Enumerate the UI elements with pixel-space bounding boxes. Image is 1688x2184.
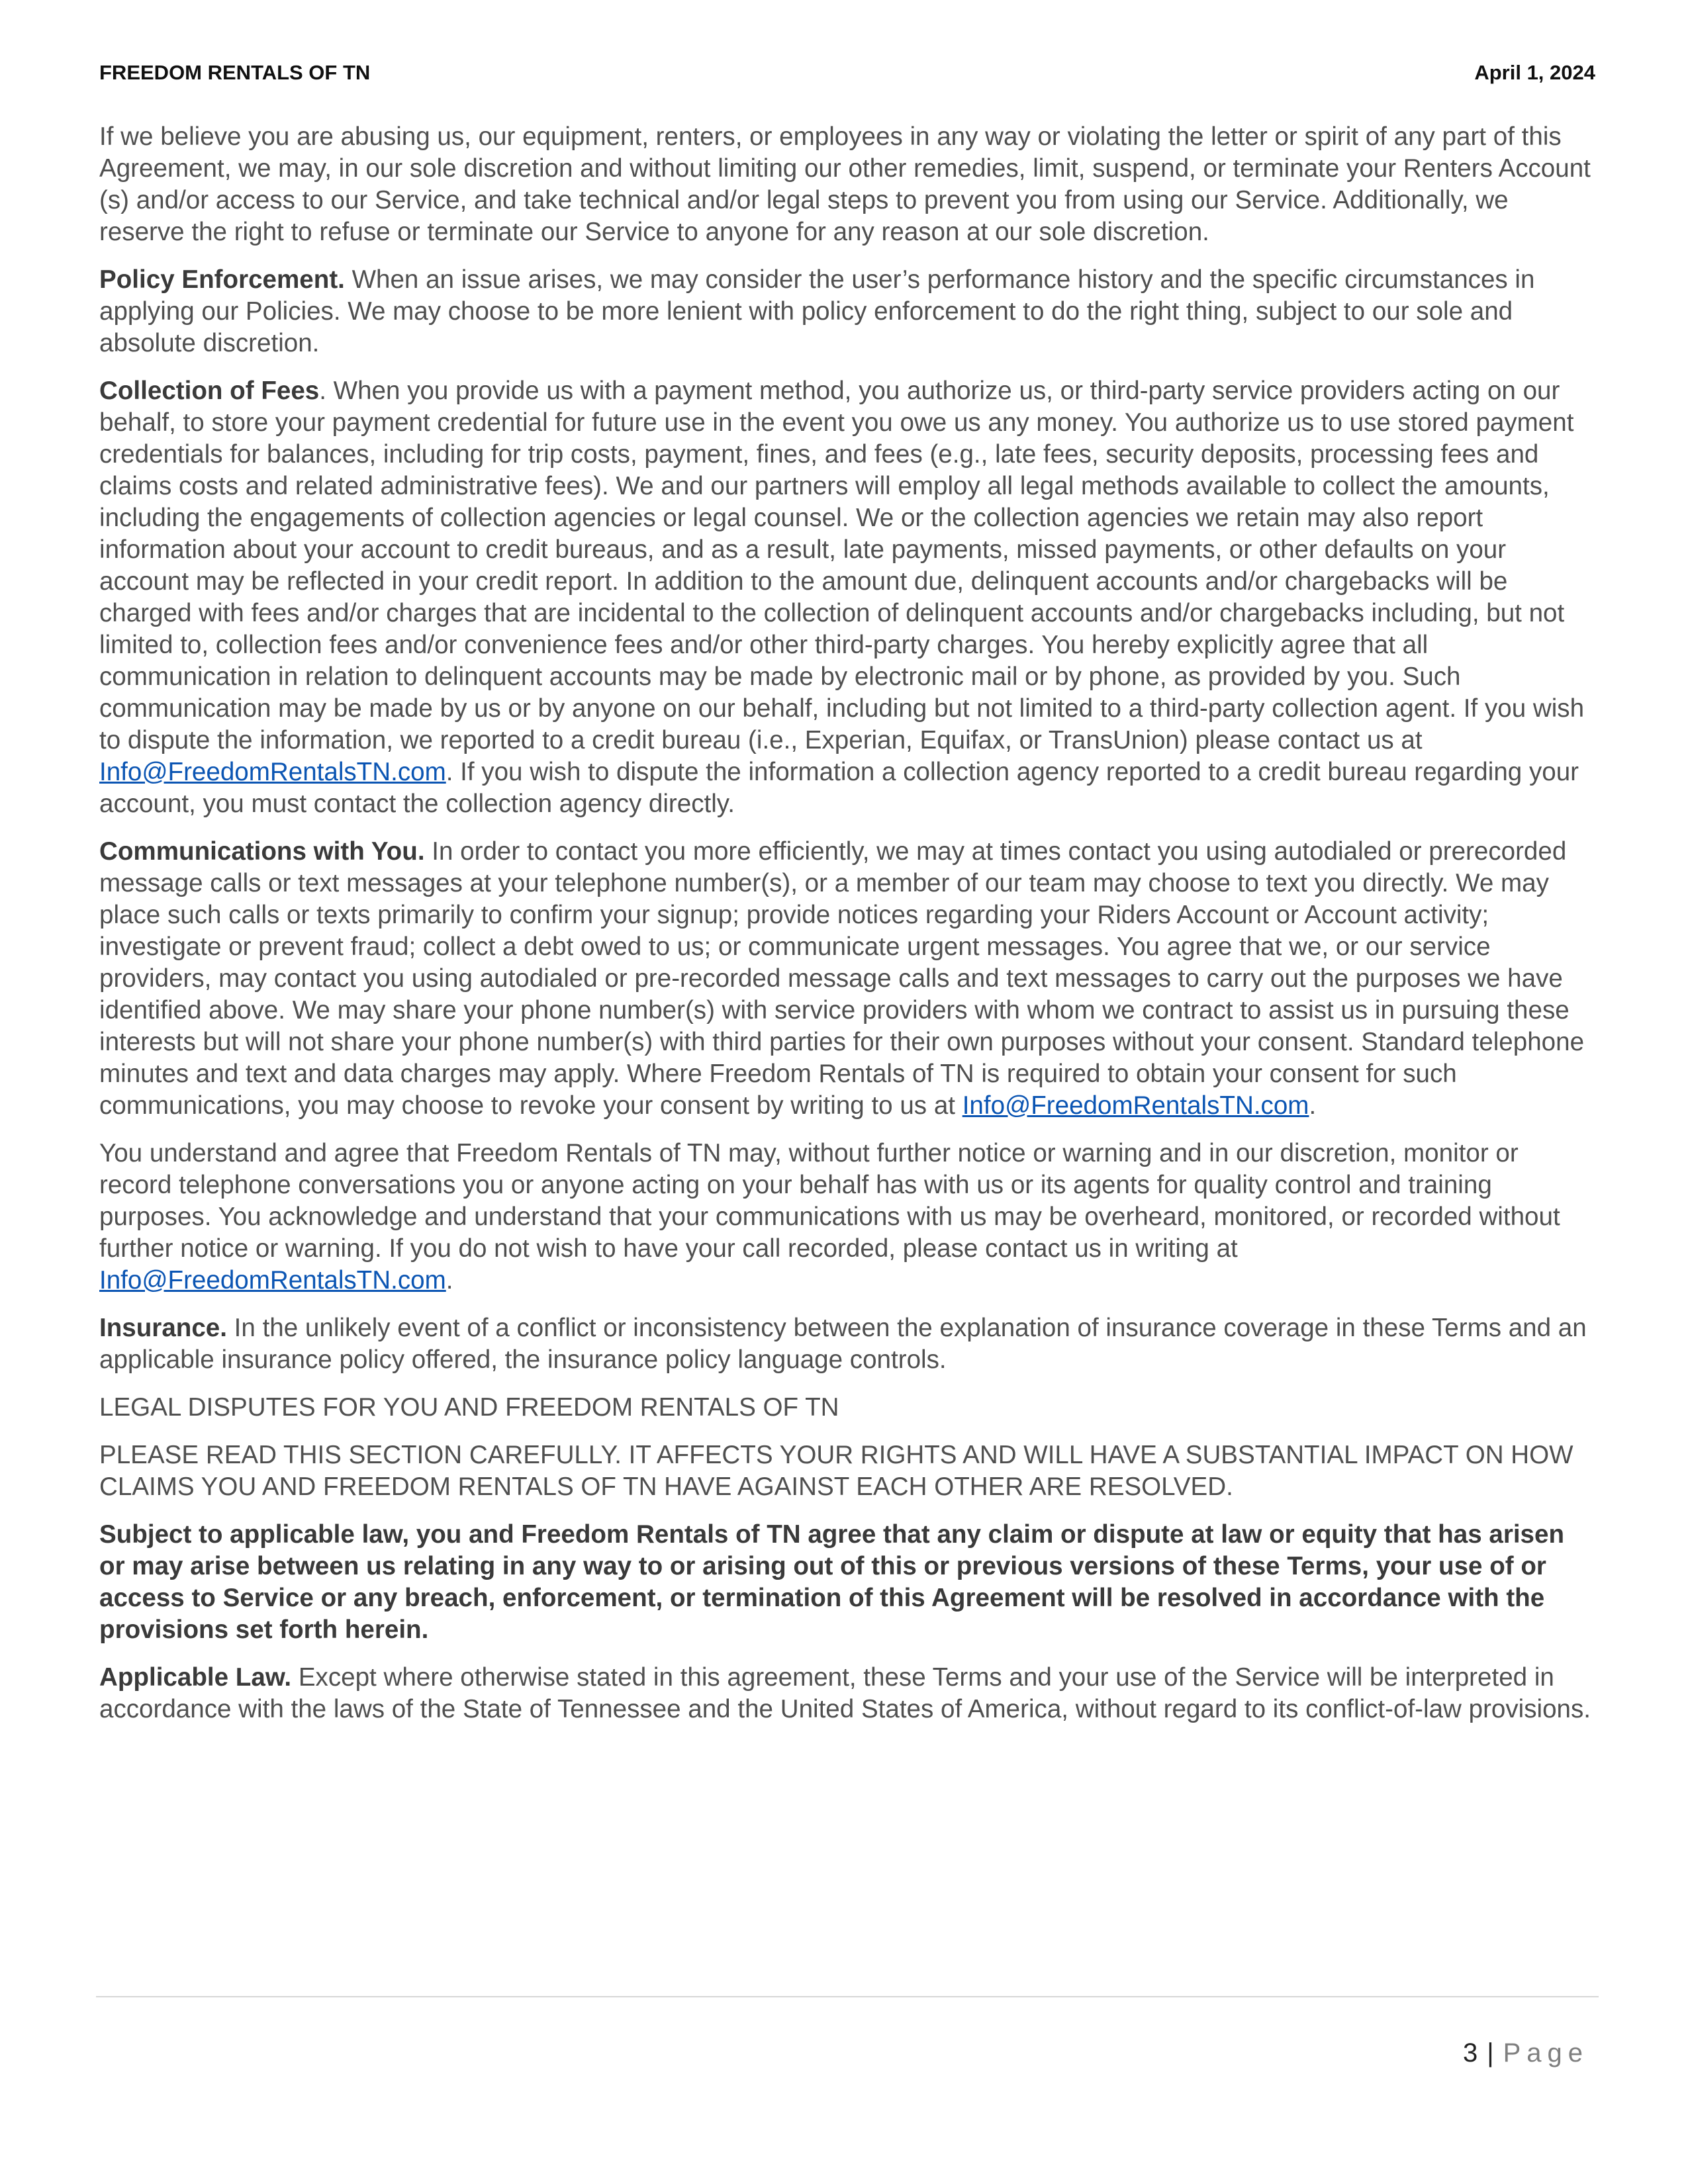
- section-title-insurance: Insurance.: [99, 1314, 227, 1342]
- paragraph-notice: PLEASE READ THIS SECTION CAREFULLY. IT AFFECTS YOUR RIGHTS AND WILL HAVE A SUBSTANTIAL IMPACT ON HOW CLAIMS YOU AND FREEDOM RENTALS OF TN HAVE AGAINST EACH OTHER ARE RESOLVED.: [99, 1441, 1573, 1501]
- paragraph-communications: Communications with You. In order to contact you more efficiently, we may at times contact you using autodialed or prerecorded message calls or text messages at your telephone number(s), or a member of our team may choose to text you directly. We may place such calls or texts primarily to confirm your signup; provide notices regarding your Riders Account or Account activity; investigate or prevent fraud; collect a debt owed to us; or communicate urgent messages. You agree that we, or our service providers, may contact you using autodialed or pre-recorded message calls and text messages to carry out the purposes we have identified above. We may share your phone number(s) with service providers with whom we contract to assist us in pursuing these interests but will not share your phone number(s) with third parties for their own purposes without your consent. Standard telephone minutes and text and data charges may apply. Where Freedom Rentals of TN is required to obtain your consent for such communications, you may choose to revoke your consent by writing to us at Info@FreedomRentalsTN.com.: [99, 837, 1585, 1120]
- section-title-communications: Communications with You.: [99, 837, 425, 866]
- header-company: FREEDOM RENTALS OF TN: [99, 61, 371, 84]
- paragraph-insurance: Insurance. In the unlikely event of a conflict or inconsistency between the explanation of insurance coverage in these Terms and an applicable insurance policy offered, the insurance policy language controls.: [99, 1314, 1587, 1374]
- section-title-policy-enforcement: Policy Enforcement.: [99, 265, 345, 294]
- paragraph-call-recording: You understand and agree that Freedom Rentals of TN may, without further notice or warning and in our discretion, monitor or record telephone conversations you or anyone acting on your behalf has with us or its agents for quality control and training purposes. You acknowledge and understand that your communications with us may be overheard, monitored, or recorded without further notice or warning. If you do not wish to have your call recorded, please contact us in writing at Info@FreedomRentalsTN.com.: [99, 1139, 1560, 1295]
- section-heading-legal-disputes: LEGAL DISPUTES FOR YOU AND FREEDOM RENTALS OF TN: [99, 1393, 839, 1422]
- footer-divider: [96, 1996, 1599, 1997]
- header-date: April 1, 2024: [1474, 61, 1595, 84]
- page-footer: [1463, 2038, 1589, 2068]
- page-number: 3: [1462, 2038, 1478, 2068]
- section-title-applicable-law: Applicable Law.: [99, 1663, 292, 1692]
- page-label: Page: [1503, 2038, 1589, 2068]
- footer-separator: |: [1487, 2038, 1494, 2068]
- paragraph-abuse: If we believe you are abusing us, our equipment, renters, or employees in any way or violating the letter or spirit of any part of this Agreement, we may, in our sole discretion and without limiting our other remedies, limit, suspend, or terminate your Renters Account (s) and/or access to our Service, and take technical and/or legal steps to prevent you from using our Service. Additionally, we reserve the right to refuse or terminate our Service to anyone for any reason at our sole discretion.: [99, 122, 1591, 246]
- paragraph-applicable-law: Applicable Law. Except where otherwise stated in this agreement, these Terms and your use of the Service will be interpreted in accordance with the laws of the State of Tennessee and the United States of America, without regard to its conflict-of-law provisions.: [99, 1663, 1591, 1723]
- paragraph-policy-enforcement: Policy Enforcement. When an issue arises, we may consider the user’s performance history and the specific circumstances in applying our Policies. We may choose to be more lenient with policy enforcement to do the right thing, subject to our sole and absolute discretion.: [99, 265, 1535, 357]
- page-header: [99, 61, 1595, 85]
- email-link[interactable]: Info@FreedomRentalsTN.com: [962, 1091, 1309, 1120]
- paragraph-collection-of-fees: Collection of Fees. When you provide us with a payment method, you authorize us, or third-party service providers acting on our behalf, to store your payment credential for future use in the event you owe us any money. You authorize us to use stored payment credentials for balances, including for trip costs, payment, fines, and fees (e.g., late fees, security deposits, processing fees and claims costs and related administrative fees). We and our partners will employ all legal methods available to collect the amounts, including the engagements of collection agencies or legal counsel. We or the collection agencies we retain may also report information about your account to credit bureaus, and as a result, late payments, missed payments, or other defaults on your account may be reflected in your credit report. In addition to the amount due, delinquent accounts and/or chargebacks will be charged with fees and/or charges that are incidental to the collection of delinquent accounts and/or chargebacks including, but not limited to, collection fees and/or convenience fees and/or other third-party charges. You hereby explicitly agree that all communication in relation to delinquent accounts may be made by electronic mail or by phone, as provided by you. Such communication may be made by us or by anyone on our behalf, including but not limited to a third-party collection agent. If you wish to dispute the information, we reported to a credit bureau (i.e., Experian, Equifax, or TransUnion) please contact us at Info@FreedomRentalsTN.com. If you wish to dispute the information a collection agency reported to a credit bureau regarding your account, you must contact the collection agency directly.: [99, 377, 1585, 818]
- email-link[interactable]: Info@FreedomRentalsTN.com: [99, 758, 446, 786]
- section-title-collection-of-fees: Collection of Fees: [99, 377, 320, 405]
- email-link[interactable]: Info@FreedomRentalsTN.com: [99, 1266, 446, 1295]
- document-body: [99, 121, 1597, 1741]
- paragraph-agreement: Subject to applicable law, you and Freedom Rentals of TN agree that any claim or dispute at law or equity that has arisen or may arise between us relating in any way to or arising out of this or previous versions of these Terms, your use of or access to Service or any breach, enforcement, or termination of this Agreement will be resolved in accordance with the provisions set forth herein.: [99, 1520, 1565, 1644]
